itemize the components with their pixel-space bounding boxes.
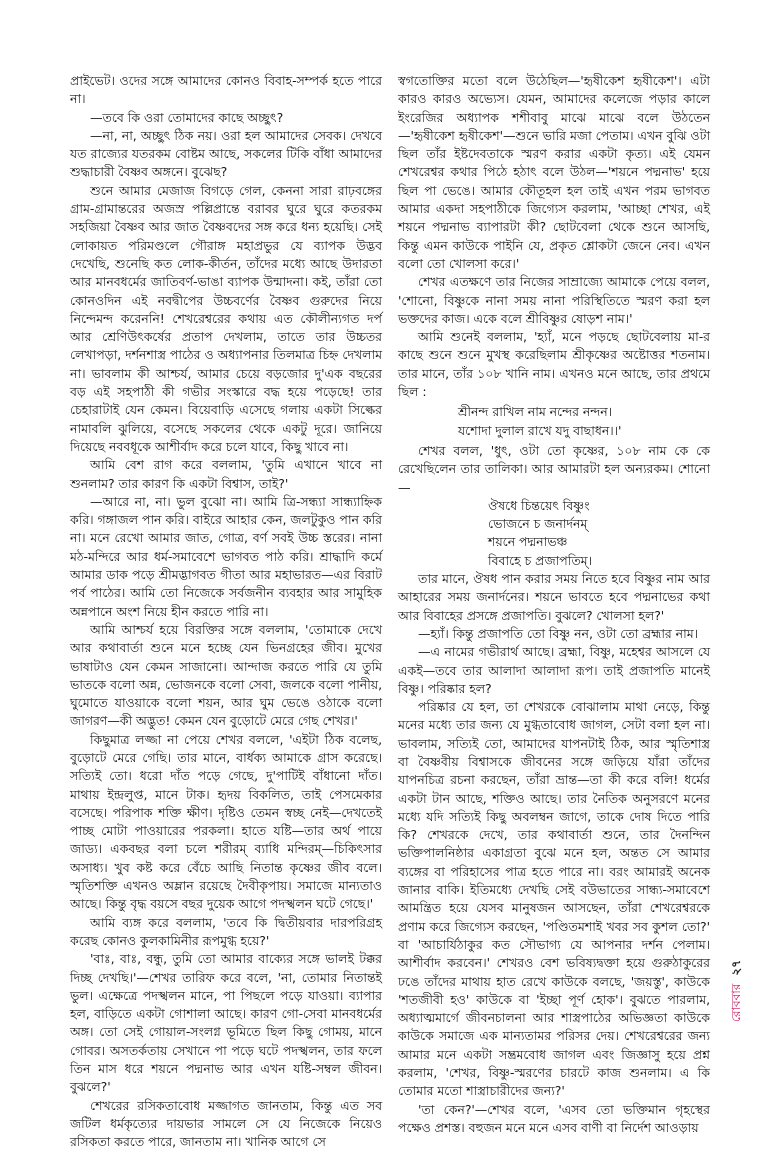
verse-line: যশোদা দুলাল রাখে যদু বাছাধন।।' [458, 422, 622, 438]
paragraph: 'তা কেন?'—শেখর বলে, 'এসব তো ভক্তিমান গৃহস্থের পক্ষেও প্রশস্ত। বহুজন মনে মনে এসব বাণী বা নির্দেশ আওড়ায় [398, 1101, 710, 1135]
paragraph: —না, না, অচ্ছুৎ ঠিক নয়। ওরা হল আমাদের সেবক। দেখবে যত রাজ্যের যতরকম বোষ্টম আছে, সকলের টিকি বাঁধা আমাদের শুদ্ধাচারী বৈষ্ণব অঙ্গনে। বুঝেছ? [70, 127, 382, 180]
paragraph: —আরে না, না। ভুল বুঝো না। আমি ত্রি-সন্ধ্যা সান্ধ্যাহ্নিক করি। গঙ্গাজল পান করি। বাইরে আহার কেন, জলটুকুও পান করি না। মনে রেখো আমার জাত, গোত্র, বর্ণ সবই উচ্চ স্তরের। নানা মঠ-মন্দিরে আর ধর্ম-সমাবেশে ভাগবত পাঠ করি। শ্রাদ্ধাদি কর্মে আমার ডাক পড়ে শ্রীমদ্ভাগবত গীতা আর মহাভারত—এর বিরাট পর্ব পাঠের। আমি তো নিজেকে সর্বজনীন ব্যবহার আর সামুহিক অন্নপানে অংশ নিয়ে হীন করতে পারি না। [70, 493, 382, 619]
magazine-name: রোববার [729, 983, 743, 1022]
sanskrit-verse [488, 497, 710, 570]
paragraph: পরিষ্কার যে হল, তা শেখরকে বোঝালাম মাথা নেড়ে, কিন্তু মনের মধ্যে তার জন্য যে মুগ্ধতাবোধ জাগল, সেটা বলা হল না। ভাবলাম, সত্যিই তো, আমাদের যাপনটাই ঠিক, আর স্মৃতিশাস্ত্র বা বৈষ্ণবীয় বিশ্বাসকে জীবনের সঙ্গে জড়িয়ে যাঁরা তাঁদের যাপনচিত্র রচনা করছেন, তাঁরা ভ্রান্ত—তা কী করে বলি! ধর্মের একটা টান আছে, শক্তিও আছে। তার নৈতিক অনুসরণে মনের মধ্যে যদি সত্যিই কিছু অবলম্বন জাগে, তাকে দোষ দিতে পারি কি? শেখরকে দেখে, তার কথাবার্তা শুনে, তার দৈনন্দিন ভক্তিপালনিষ্ঠার একাগ্রতা বুঝে মনে হল, অন্তত সে আমার ব্যঙ্গের বা পরিহাসের পাত্র হতে পারে না। বরং আমারই অনেক জানার বাকি। ইতিমধ্যে দেখছি সেই বউভাতের সান্ধ্য-সমাবেশে আমন্ত্রিত হয়ে যেসব মানুষজন আসছেন, তাঁরা শেখরেশ্বরকে প্রণাম করে জিগ্যেস করছেন, 'পণ্ডিতমশাই খবর সব কুশল তো?' বা 'আচার্যিঠাকুর কত সৌভাগ্য যে আপনার দর্শন পেলাম। আশীর্বাদ করবেন।' শেখরও বেশ ভবিষ্যদ্বক্তা হয়ে গুরুঠাকুরের ঢঙে তাঁদের মাথায় হাত রেখে কাউকে বলছে, 'জয়স্তু', কাউকে 'শতজীবী হও' কাউকে বা 'ইচ্ছা পূর্ণ হোক'। বুঝতে পারলাম, অধ্যাত্মমার্গে জীবনচালনা আর শাস্ত্রপাঠের অভিজ্ঞতা কাউকে কাউকে সমাজে এক মান্যতামর পরিসর দেয়। শেখরেশ্বরের জন্য আমার মনে একটা সম্ভ্রমবোধ জাগল এবং জিজ্ঞাসু হয়ে প্রশ্ন করলাম, 'শেখর, বিষ্ণু-স্মরণের চারটে কাজ শুনলাম। এ কি তোমার মতো শাস্ত্রাচারীদের জন্য?' [398, 699, 710, 1099]
paragraph: প্রাইভেট। ওদের সঙ্গে আমাদের কোনও বিবাহ-সম্পর্ক হতে পারে না। [70, 73, 382, 107]
paragraph: —এ নামের গভীরার্থ আছে। ব্রহ্মা, বিষ্ণু, মহেশ্বর আসলে যে একই—তবে তার আলাদা আলাদা রূপ। তাই প্রজাপতি মানেই বিষ্ণু। পরিষ্কার হল? [398, 644, 710, 696]
verse-line: বিবাহে চ প্রজাপতিম্। [488, 552, 592, 568]
verse-line: ভোজনে চ জনার্দনম্ [488, 516, 588, 532]
right-column [398, 72, 710, 1137]
verse-line: ঔষধে চিন্তয়েৎ বিষ্ণুং [488, 497, 590, 513]
paragraph: আমি আশ্চর্য হয়ে বিরক্তির সঙ্গে বললাম, 'তোমাকে দেখে আর কথাবার্তা শুনে মনে হচ্ছে যেন ভিনগ্রহের জীব। মুখের ভাষাটাও যেন কেমন সাজানো। আন্দাজ করতে পারি যে তুমি ভাতকে বলো অন্ন, ভোজনকে বলো সেবা, জলকে বলো পানীয়, ঘুমোতে যাওয়াকে বলো শয়ন, আর ঘুম ভেঙে ওঠাকে বলো জাগরণ—কী অদ্ভুত! কেমন যেন বুড়োটে মেরে গেছ শেখর।' [70, 621, 382, 729]
left-column [70, 72, 382, 1152]
verse-block [458, 403, 710, 440]
folio [728, 960, 748, 1022]
paragraph: শেখরের রসিকতাবোধ মজ্জাগত জানতাম, কিন্তু এত সব জটিল ধর্মকৃত্যের দায়ভার সামলে সে যে নিজেকে নিয়েও রসিকতা করতে পারে, জানতাম না। খানিক আগে সে [70, 1097, 382, 1150]
verse-line: শয়নে পদ্মনাভঞ্চ [488, 534, 568, 550]
paragraph: তার মানে, ঔষধ পান করার সময় নিতে হবে বিষ্ণুর নাম আর আহারের সময় জনার্দনের। শয়নে ভাবতে হবে পদ্মনাভের কথা আর বিবাহের প্রসঙ্গে প্রজাপতি। বুঝলে? খোলসা হল?' [398, 571, 710, 623]
paragraph: শেখর বলল, 'ধুৎ, ওটা তো কৃষ্ণের, ১০৮ নাম কে কে রেখেছিলেন তার তালিকা। আর আমারটা হল অন্যরকম। শোনো— [398, 442, 710, 495]
paragraph: আমি বেশ রাগ করে বললাম, 'তুমি এখানে খাবে না শুনলাম? তার কারণ কি একটা বিশ্বাস, তাই?' [70, 457, 382, 491]
paragraph: শুনে আমার মেজাজ বিগড়ে গেল, কেননা সারা রাঢ়বঙ্গের গ্রাম-গ্রামান্তরের অজস্র পল্লিপ্রান্তে বরাবর ঘুরে ঘুরে কতরকম সহজিয়া বৈষ্ণব আর জাত বৈষ্ণবদের সঙ্গ করে ধন্য হয়েছি। সেই লোকায়ত পরিমণ্ডলে গৌরাঙ্গ মহাপ্রভুর যে ব্যাপক উদ্ভব দেখেছি, শুনেছি কত লোক-কীর্তন, তাঁদের মধ্যে আছে উদারতা আর মানবধর্মের জাতিবর্ণ-ভাঙা ব্যাপক উন্মাদনা। কই, তাঁরা তো কোনওদিন এই নবদ্বীপের উচ্চবর্ণের বৈষ্ণব গুরুদের নিয়ে নিন্দেমন্দ করেননি! শেখরেশ্বরের কথায় এত কৌলীন্যগত দর্প আর শ্রেণিউৎকর্ষের প্রতাপ দেখলাম, তাতে তার উচ্চতর লেখাপড়া, দর্শনশাস্ত্র পাঠের ও অধ্যাপনার তিলমাত্র চিহ্ন দেখলাম না। ভাবলাম কী আশ্চর্য, আমার চেয়ে বড়জোর দু'এক বছরের বড় এই সহপাঠী কী গভীর সংস্কারে বদ্ধ হয়ে পড়েছে! তার চেহারাটাই যেন কেমন। বিয়েবাড়ি এসেছে গলায় একটা সিল্কের নামাবলি ঝুলিয়ে, বসেছে সকলের থেকে একটু দূরে। জানিয়ে দিয়েছে নববধূকে আশীর্বাদ করে চলে যাবে, কিছু খাবে না। [70, 182, 382, 454]
paragraph: কিছুমাত্র লজ্জা না পেয়ে শেখর বললে, 'এইটা ঠিক বলেছ, বুড়োটে মেরে গেছি। তার মানে, বার্ধক্য আমাকে গ্রাস করেছে। সত্যিই তো। ধরো দাঁত পড়ে গেছে, দু'পাটিই বাঁধানো দাঁত। মাথায় ইন্দ্রলুপ্ত, মানে টাক। হৃদয় বিকলিত, তাই পেসমেকার বসেছে। পরিপাক শক্তি ক্ষীণ। দৃষ্টিও তেমন স্বচ্ছ নেই—দেখতেই পাচ্ছ মোটা পাওয়ারের পরকলা। হাতে যষ্টি—তার অর্থ পায়ে জাড্য। একবছর বলা চলে শরীরম্ ব্যাধি মন্দিরম্—চিকিৎসার অসাধ্য। খুব কষ্ট করে বেঁচে আছি নিতান্ত কৃষ্ণের জীব বলে। স্মৃতিশক্তি এখনও অম্লান রয়েছে দৈবীকৃপায়। সমাজে মান্যতাও আছে। কিন্তু বৃদ্ধ বয়সে বছর দুয়েক আগে পদস্খলন ঘটে গেছে।' [70, 731, 382, 912]
paragraph: —হ্যাঁ। কিন্তু প্রজাপতি তো বিষ্ণু নন, ওটা তো ব্রহ্মার নাম। [418, 625, 698, 641]
paragraph: 'বাঃ, বাঃ, বন্ধু, তুমি তো আমার বাক্যের সঙ্গে ভালই টক্কর দিচ্ছ দেখছি।'—শেখর তারিফ করে বলে, 'না, তোমার নিতান্তই ভুল। এক্ষেত্রে পদস্খলন মানে, পা পিছলে পড়ে যাওয়া। ব্যাপার হল, বাড়িতে একটা গোশালা আছে। কারণ গো-সেবা মানবধর্মের অঙ্গ। তো সেই গোয়াল-সংলগ্ন ভূমিতে ছিল কিছু গোময়, মানে গোবর। অসতর্কতায় সেখানে পা পড়ে ঘটে পদস্খলন, তার ফলে তিন মাস ধরে শয়নে পদ্মনাভ আর এখন যষ্টি-সম্বল জীবন। বুঝলে?' [70, 951, 382, 1095]
verse-line: শ্রীনন্দ রাখিল নাম নন্দের নন্দন। [458, 404, 613, 420]
paragraph: —তবে কি ওরা তোমাদের কাছে অচ্ছুৎ? [90, 109, 284, 125]
page-number: ২৭ [729, 960, 743, 976]
paragraph: আমি ব্যঙ্গ করে বললাম, 'তবে কি দ্বিতীয়বার দারপরিগ্রহ করেছ কোনও কুলকামিনীর রূপমুগ্ধ হয়ে?' [70, 914, 382, 948]
paragraph: আমি শুনেই বললাম, 'হ্যাঁ, মনে পড়ছে ছোটবেলায় মা-র কাছে শুনে শুনে মুখস্থ করেছিলাম শ্রীকৃষ্ণের অষ্টোত্তর শতনাম। তার মানে, তাঁর ১০৮ খানি নাম। এখনও মনে আছে, তার প্রথমে ছিল : [398, 329, 710, 400]
paragraph: শেখর এতক্ষণে তার নিজের সাম্রাজ্যে আমাকে পেয়ে বলল, 'শোনো, বিষ্ণুকে নানা সময় নানা পরিস্থিতিতে স্মরণ করা হল ভক্তদের কাজ। একে বলে শ্রীবিষ্ণুর ষোড়শ নাম।' [398, 274, 710, 326]
paragraph: স্বগতোক্তির মতো বলে উঠেছিল—'হৃষীকেশ হৃষীকেশ'। এটা কারও কারও অভ্যেস। যেমন, আমাদের কলেজে পড়ার কালে ইংরেজির অধ্যাপক শশীবাবু মাঝে মাঝে বলে উঠতেন—'হৃষীকেশ হৃষীকেশ'—শুনে ভারি মজা পেতাম। এখন বুঝি ওটা ছিল তাঁর ইষ্টদেবতাকে স্মরণ করার একটা কৃত্য। এই যেমন শেখরেশ্বর কথার পিঠে হঠাৎ বলে উঠল—'শয়নে পদ্মনাভ' হয়ে ছিল পা ভেঙে। আমার কৌতূহল হল তাই এখন পরম ভাগবত আমার একদা সহপাঠীকে জিগ্যেস করলাম, 'আচ্ছা শেখর, এই শয়নে পদ্মনাভ ব্যাপারটা কী? ছোটবেলা থেকে শুনে আসছি, কিন্তু এমন কাউকে পাইনি যে, প্রকৃত শ্লোকটা জেনে নেব। এখন বলো তো খোলসা করে।' [398, 73, 710, 271]
